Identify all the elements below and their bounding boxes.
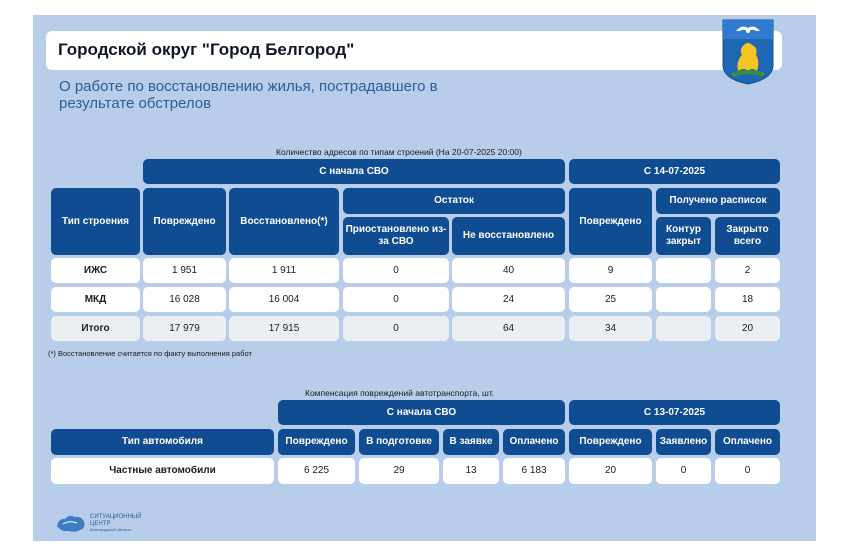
housing-row-restored: 1 911 [229, 258, 339, 283]
housing-col-contour: Контур закрыт [656, 217, 711, 255]
housing-total-not-restored: 64 [452, 316, 565, 341]
vehicles-group-since-svo: С начала СВО [278, 400, 565, 425]
housing-row-damaged-recent: 25 [569, 287, 652, 312]
footer-line3: Белгородской области [90, 527, 132, 532]
housing-col-not-restored: Не восстановлено [452, 217, 565, 255]
vehicles-row-applied: 13 [443, 458, 499, 484]
housing-group-remainder: Остаток [343, 188, 565, 214]
vehicles-row-damaged: 6 225 [278, 458, 355, 484]
housing-row-closed: 18 [715, 287, 780, 312]
housing-group-since-svo: С начала СВО [143, 159, 565, 184]
housing-col-damaged: Повреждено [143, 188, 226, 255]
housing-row-suspended: 0 [343, 258, 449, 283]
footer-logo-text [90, 514, 141, 534]
housing-col-closed: Закрыто всего [715, 217, 780, 255]
housing-group-receipts: Получено расписок [656, 188, 780, 214]
housing-group-since-date: С 14-07-2025 [569, 159, 780, 184]
housing-row-restored: 16 004 [229, 287, 339, 312]
housing-col-type: Тип строения [51, 188, 140, 255]
housing-row-suspended: 0 [343, 287, 449, 312]
housing-table-caption: Количество адресов по типам строений (На 20-07-2025 20:00) [276, 147, 522, 157]
page-subtitle: О работе по восстановлению жилья, пострадавшего в результате обстрелов [59, 78, 438, 112]
housing-total-restored: 17 915 [229, 316, 339, 341]
footer-line2: ЦЕНТР [90, 520, 111, 527]
housing-row-type: МКД [51, 287, 140, 312]
vehicles-row-type: Частные автомобили [51, 458, 274, 484]
housing-total-suspended: 0 [343, 316, 449, 341]
situation-center-logo-icon [55, 512, 87, 534]
vehicles-col-paid-recent: Оплачено [715, 429, 780, 455]
housing-row-type: ИЖС [51, 258, 140, 283]
housing-row-contour [656, 287, 711, 312]
vehicles-group-since-date: С 13-07-2025 [569, 400, 780, 425]
housing-row-not-restored: 40 [452, 258, 565, 283]
vehicles-col-declared: Заявлено [656, 429, 711, 455]
housing-col-damaged-recent: Повреждено [569, 188, 652, 255]
footer-line1: СИТУАЦИОННЫЙ [90, 514, 142, 520]
housing-row-damaged: 1 951 [143, 258, 226, 283]
belgorod-coat-of-arms-icon [722, 19, 774, 85]
housing-total-contour [656, 316, 711, 341]
vehicles-table-caption: Компенсация повреждений автотранспорта, шт. [305, 388, 495, 398]
housing-footnote: (*) Восстановление считается по факту выполнения работ [48, 349, 252, 358]
housing-total-closed: 20 [715, 316, 780, 341]
vehicles-col-type: Тип автомобиля [51, 429, 274, 455]
vehicles-col-preparing: В подготовке [359, 429, 439, 455]
housing-total-damaged-recent: 34 [569, 316, 652, 341]
housing-row-not-restored: 24 [452, 287, 565, 312]
vehicles-row-damaged-recent: 20 [569, 458, 652, 484]
housing-row-contour [656, 258, 711, 283]
vehicles-row-declared: 0 [656, 458, 711, 484]
vehicles-row-paid-recent: 0 [715, 458, 780, 484]
housing-total-type: Итого [51, 316, 140, 341]
housing-col-suspended: Приостановлено из-за СВО [343, 217, 449, 255]
housing-col-restored: Восстановлено(*) [229, 188, 339, 255]
vehicles-col-damaged: Повреждено [278, 429, 355, 455]
housing-total-damaged: 17 979 [143, 316, 226, 341]
vehicles-row-preparing: 29 [359, 458, 439, 484]
vehicles-row-paid: 6 183 [503, 458, 565, 484]
vehicles-col-paid: Оплачено [503, 429, 565, 455]
vehicles-col-damaged-recent: Повреждено [569, 429, 652, 455]
page-title: Городской округ "Город Белгород" [58, 40, 355, 59]
housing-row-closed: 2 [715, 258, 780, 283]
housing-row-damaged: 16 028 [143, 287, 226, 312]
housing-row-damaged-recent: 9 [569, 258, 652, 283]
vehicles-col-applied: В заявке [443, 429, 499, 455]
